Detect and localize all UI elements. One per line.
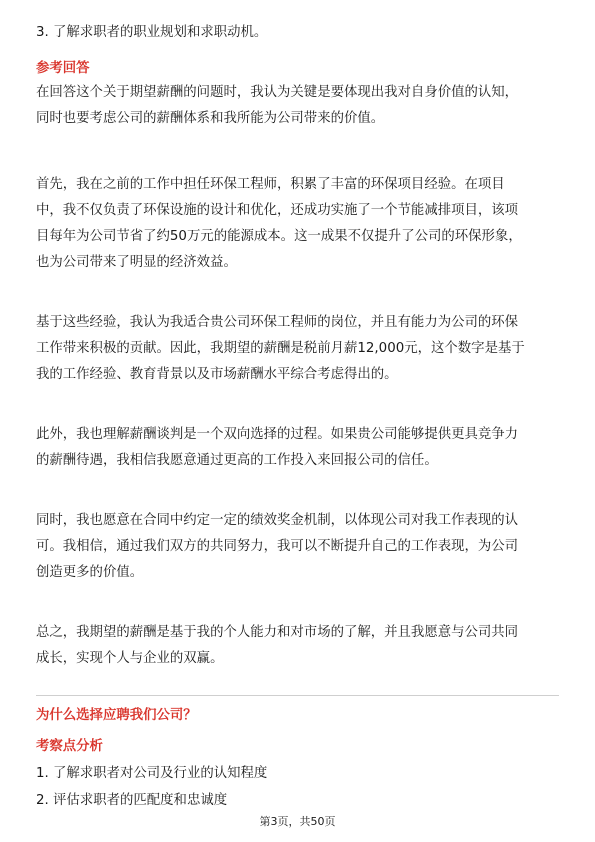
answer-paragraph-6 xyxy=(36,620,559,672)
paragraph-line: 中，我不仅负责了环保设施的设计和优化，还成功实施了一个节能减排项目，该项 xyxy=(36,203,519,218)
section-divider xyxy=(36,695,559,696)
analysis-item-1: 1. 了解求职者对公司及行业的认知程度 xyxy=(36,766,268,781)
paragraph-line: 可。我相信，通过我们双方的共同努力，我可以不断提升自己的工作表现，为公司 xyxy=(36,539,519,554)
paragraph-line: 的薪酬待遇，我相信我愿意通过更高的工作投入来回报公司的信任。 xyxy=(36,453,438,468)
question-heading: 为什么选择应聘我们公司？ xyxy=(36,708,197,723)
analysis-heading: 考察点分析 xyxy=(36,739,103,754)
paragraph-line: 总之，我期望的薪酬是基于我的个人能力和对市场的了解，并且我愿意与公司共同 xyxy=(36,625,519,640)
answer-paragraph-3 xyxy=(36,310,559,388)
paragraph-line: 首先，我在之前的工作中担任环保工程师，积累了丰富的环保项目经验。在项目 xyxy=(36,177,505,192)
analysis-item-2: 2. 评估求职者的匹配度和忠诚度 xyxy=(36,793,228,808)
paragraph-line: 工作带来积极的贡献。因此，我期望的薪酬是税前月薪12,000元，这个数字是基于 xyxy=(36,341,525,356)
answer-paragraph-2 xyxy=(36,172,559,276)
paragraph-line: 同时，我也愿意在合同中约定一定的绩效奖金机制，以体现公司对我工作表现的认 xyxy=(36,513,519,528)
answer-paragraph-5 xyxy=(36,508,559,586)
answer-heading: 参考回答 xyxy=(36,61,90,76)
page-number-footer: 第3页，共50页 xyxy=(259,815,336,828)
paragraph-line: 创造更多的价值。 xyxy=(36,565,144,580)
paragraph-line: 也为公司带来了明显的经济效益。 xyxy=(36,255,237,270)
answer-paragraph-4 xyxy=(36,422,559,474)
paragraph-line: 我的工作经验、教育背景以及市场薪酬水平综合考虑得出的。 xyxy=(36,367,398,382)
paragraph-line: 成长，实现个人与企业的双赢。 xyxy=(36,651,224,666)
answer-paragraph-1 xyxy=(36,80,559,132)
question-point-item: 3. 了解求职者的职业规划和求职动机。 xyxy=(36,25,268,40)
paragraph-line: 在回答这个关于期望薪酬的问题时，我认为关键是要体现出我对自身价值的认知， xyxy=(36,85,519,100)
paragraph-line: 目每年为公司节省了约50万元的能源成本。这一成果不仅提升了公司的环保形象， xyxy=(36,229,522,244)
paragraph-line: 同时也要考虑公司的薪酬体系和我所能为公司带来的价值。 xyxy=(36,111,385,126)
paragraph-line: 此外，我也理解薪酬谈判是一个双向选择的过程。如果贵公司能够提供更具竞争力 xyxy=(36,427,519,442)
paragraph-line: 基于这些经验，我认为我适合贵公司环保工程师的岗位，并且有能力为公司的环保 xyxy=(36,315,519,330)
